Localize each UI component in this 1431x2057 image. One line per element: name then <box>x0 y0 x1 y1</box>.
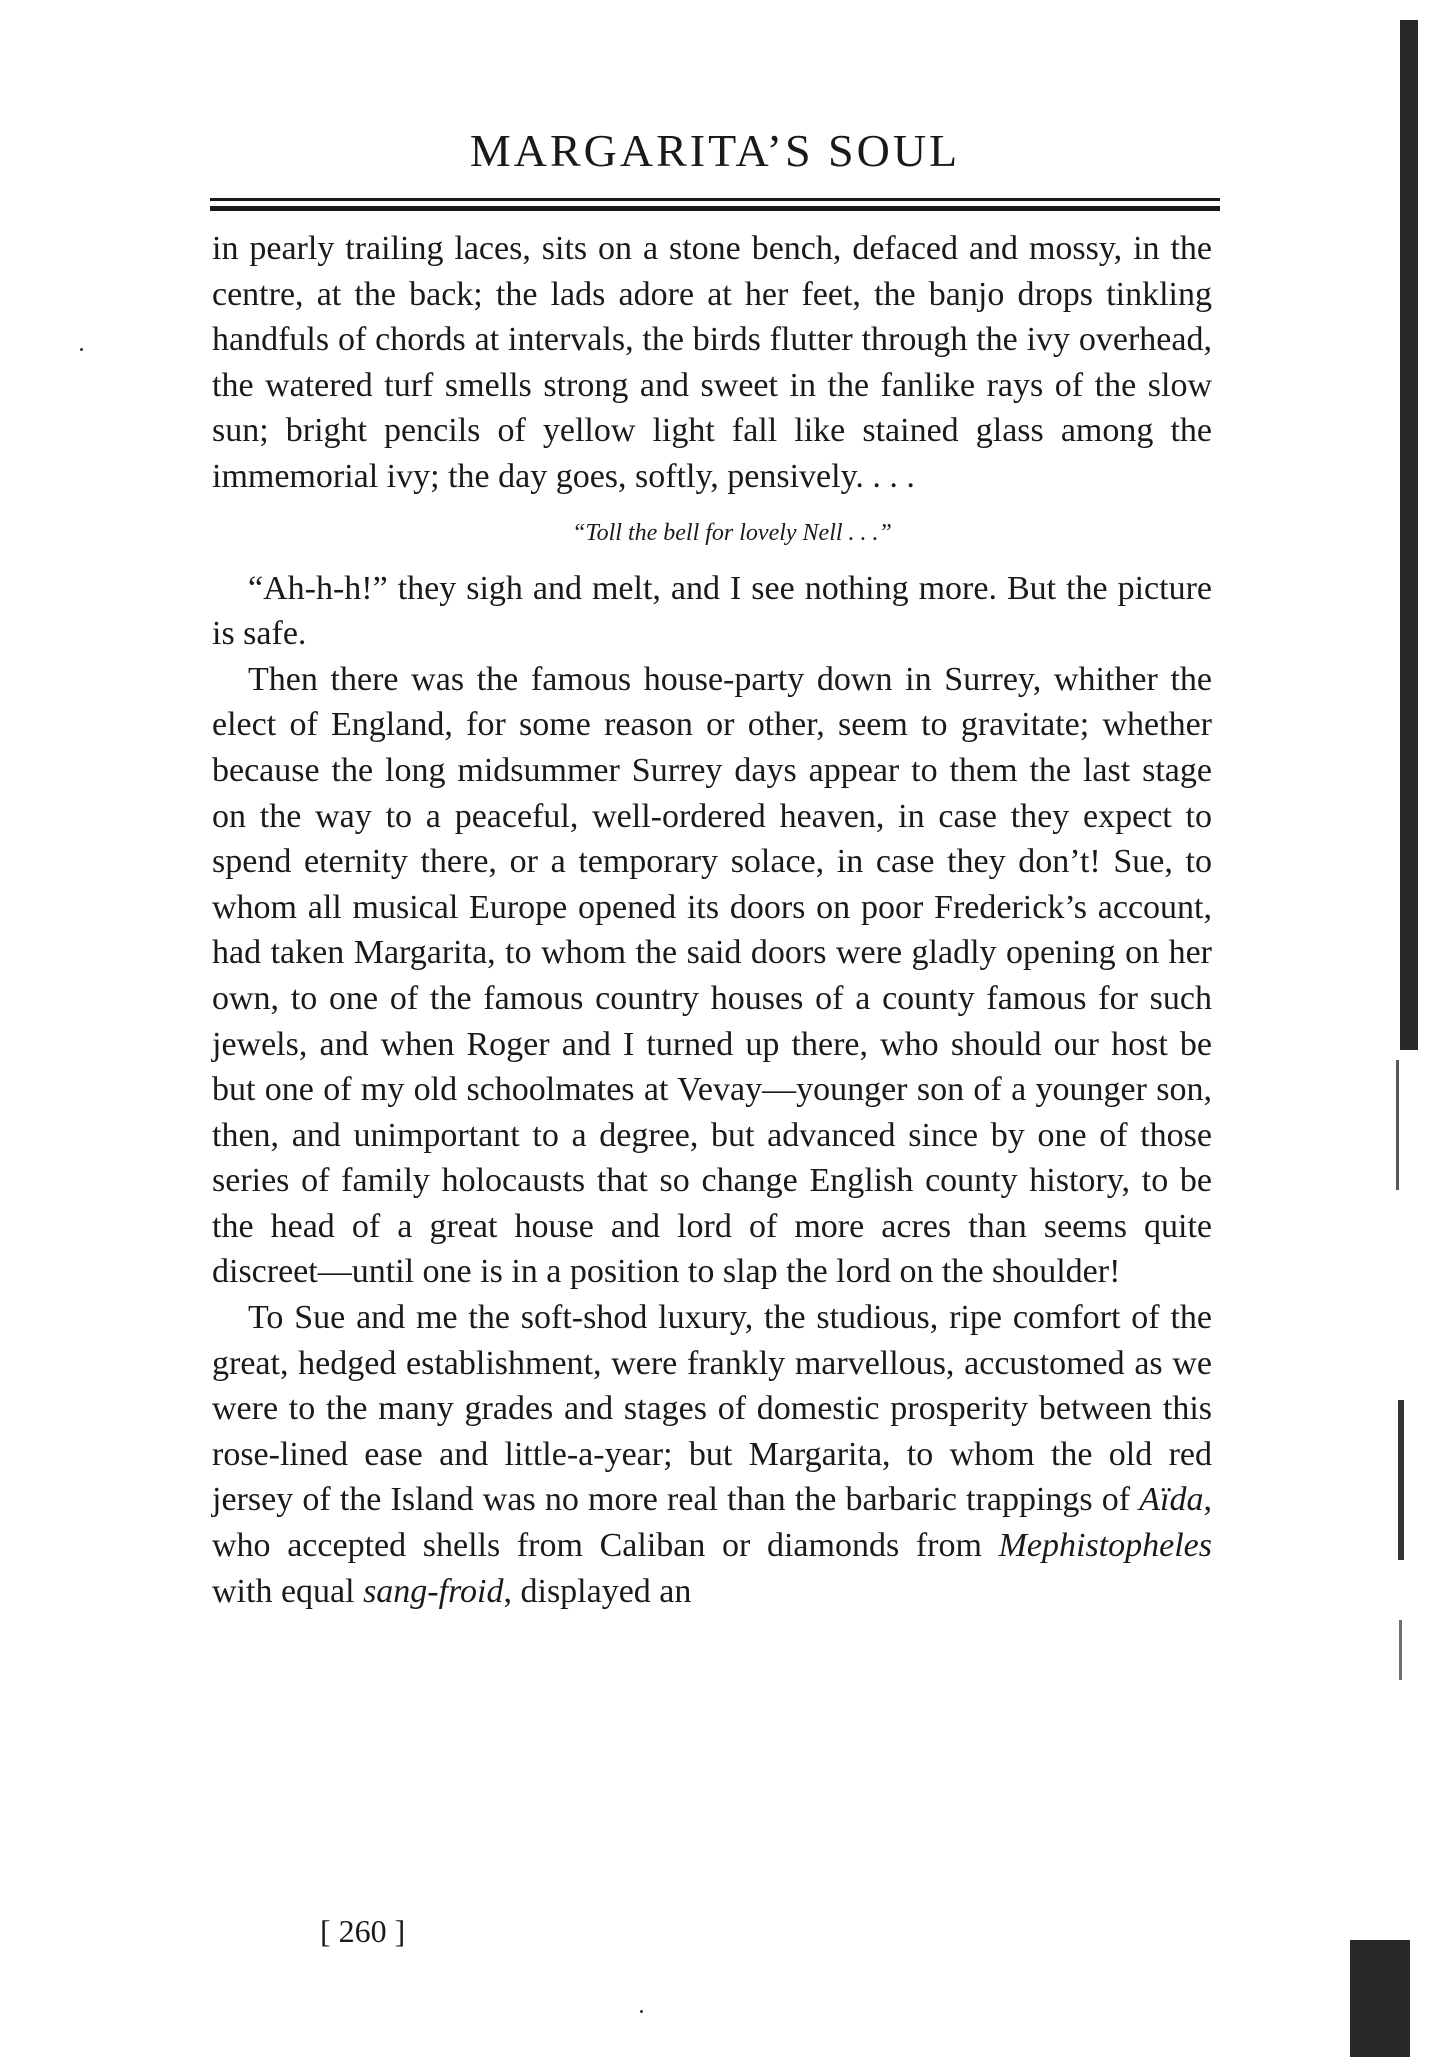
paragraph-4-text-a: To Sue and me the soft-shod luxury, the studious, ripe comfort of the great, hedged establishment, were frankly marvellous, accustomed as we were to the many grades and stages of domestic prosperity between this rose-lined ease and little-a-year; but Margarita, to whom the old red jersey of the Island was no more real than the barbaric trappings of <box>212 1299 1212 1519</box>
paragraph-4 <box>212 1295 1212 1614</box>
scan-edge-line-2 <box>1398 1400 1404 1560</box>
paragraph-4-text-b: , who accepted shells from Caliban or diamonds from <box>212 1481 1212 1565</box>
paragraph-2: “Ah-h-h!” they sigh and melt, and I see nothing more. But the picture is safe. <box>212 569 1212 653</box>
body-text <box>212 226 1212 1614</box>
header-rule-thin <box>210 198 1220 201</box>
scan-speck-2 <box>640 2010 643 2013</box>
verse-quotation: “Toll the bell for lovely Nell . . .” <box>572 519 892 546</box>
running-title: MARGARITA’S SOUL <box>469 125 961 176</box>
paragraph-4-text-c: with equal <box>212 1572 364 1610</box>
scan-speck-1 <box>80 348 83 351</box>
scan-edge-shadow-top <box>1400 20 1418 1050</box>
opera-title-aida: Aïda <box>1139 1481 1204 1519</box>
page-number: [ 260 ] <box>320 1913 406 1949</box>
scan-edge-line-3 <box>1399 1620 1402 1680</box>
phrase-sang-froid: sang-froid <box>363 1572 504 1610</box>
paragraph-4-text-d: , displayed an <box>503 1572 692 1610</box>
scan-edge-line-1 <box>1396 1060 1399 1190</box>
character-name-mephistopheles: Mephistopheles <box>998 1527 1212 1565</box>
scan-edge-shadow-bottom <box>1350 1940 1410 2057</box>
paragraph-1: in pearly trailing laces, sits on a stone bench, defaced and mossy, in the centre, at the back; the lads adore at her feet, the banjo drops tinkling handfuls of chords at intervals, the birds flutter through the ivy overhead, the watered turf smells strong and sweet in the fanlike rays of the slow sun; bright pencils of yellow light fall like stained glass among the immemorial ivy; the day goes, softly, pensively. . . . <box>212 230 1212 495</box>
header-rule-thick <box>210 206 1220 211</box>
paragraph-3: Then there was the famous house-party down in Surrey, whither the elect of England, for some reason or other, seem to gravitate; whether because the long midsummer Surrey days appear to them the last stage on the way to a peaceful, well-ordered heaven, in case they expect to spend eternity there, or a temporary solace, in case they don’t! Sue, to whom all musical Europe opened its doors on poor Frederick’s account, had taken Margarita, to whom the said doors were gladly opening on her own, to one of the famous country houses of a county famous for such jewels, and when Roger and I turned up there, who should our host be but one of my old schoolmates at Vevay—younger son of a younger son, then, and unimportant to a degree, but advanced since by one of those series of family holocausts that so change English county history, to be the head of a great house and lord of more acres than seems quite discreet—until one is in a position to slap the lord on the shoulder! <box>212 660 1212 1291</box>
